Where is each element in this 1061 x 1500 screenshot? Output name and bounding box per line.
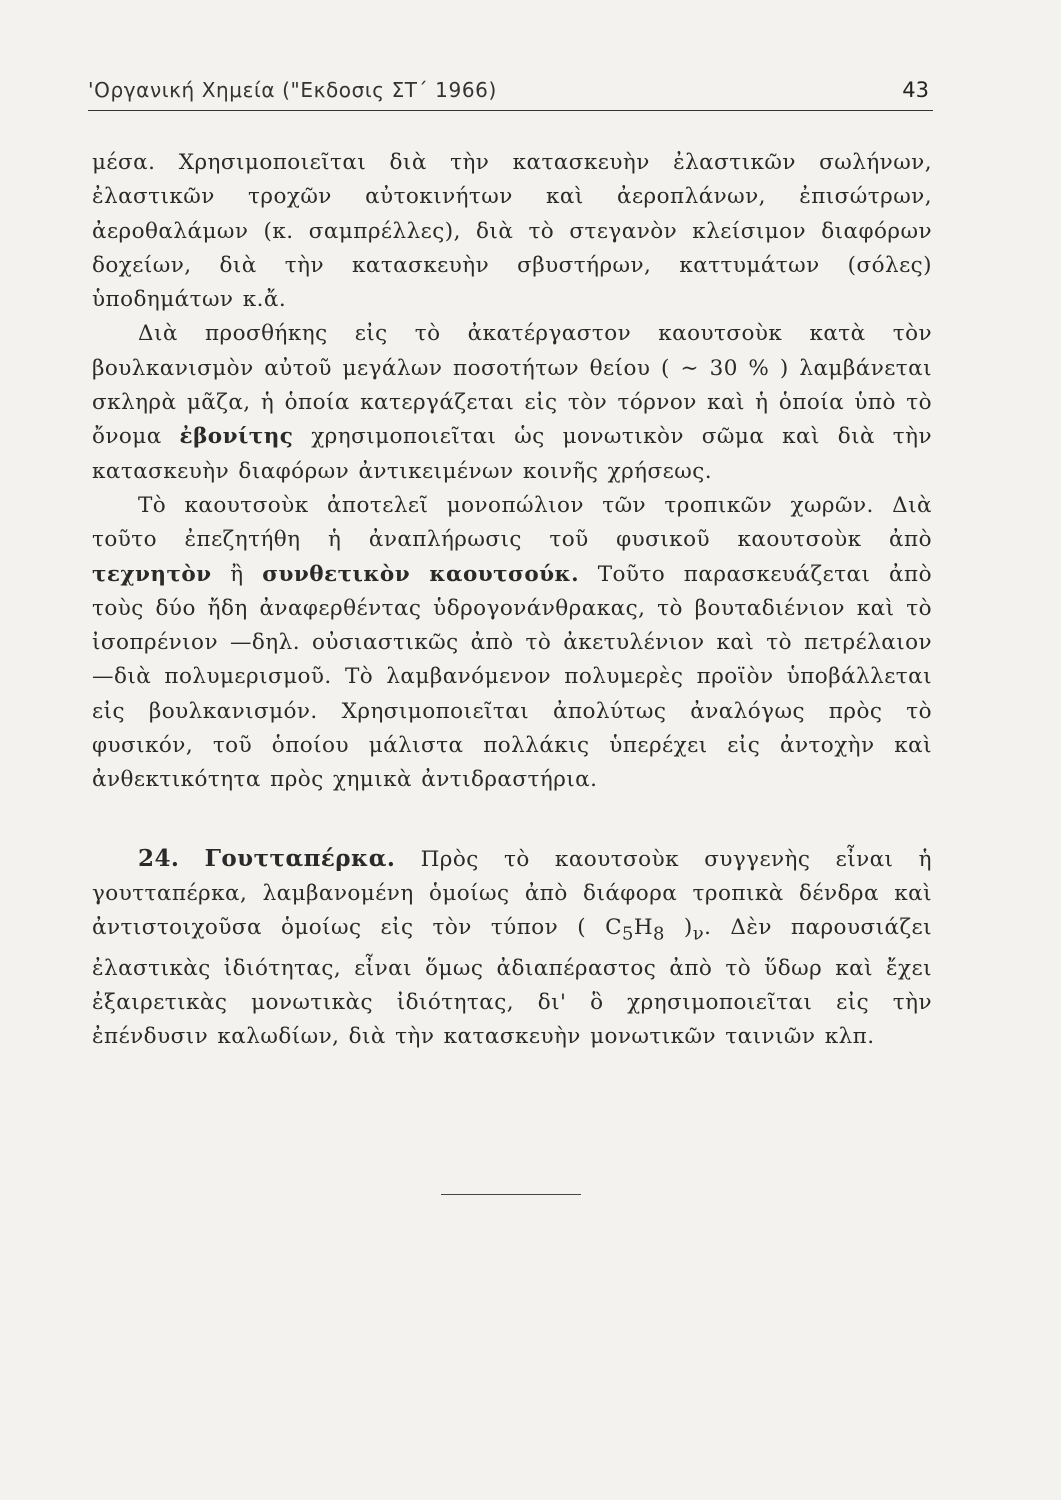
formula-close: ) — [664, 915, 693, 941]
paragraph-text: Τὸ καουτσοὺκ ἀποτελεῖ μονοπώλιον τῶν τροπικῶν χωρῶν. Διὰ τοῦτο ἐπεζητήθη ἡ ἀναπλήρωσις τοῦ φυσικοῦ καουτσοὺκ ἀπὸ — [92, 492, 932, 553]
term-ebonite: ἐβονίτης — [179, 424, 294, 450]
page-header — [88, 74, 933, 111]
running-title: 'Οργανική Χημεία ("Εκδοσις ΣΤ΄ 1966) — [88, 78, 497, 102]
formula-subscript-n: ν — [692, 923, 705, 945]
section-number: 24. — [138, 844, 180, 872]
formula-subscript-h: 8 — [653, 923, 665, 945]
page-number: 43 — [902, 78, 929, 102]
term-artificial: τεχνητὸν — [92, 561, 212, 587]
paragraph-ebonite — [92, 317, 932, 488]
formula-subscript-c: 5 — [621, 923, 634, 945]
paragraph-text: χρησιμοποιεῖται ὡς μονωτικὸν σῶμα καὶ διὰ τὴν κατασκευὴν διαφόρων ἀντικειμένων κοινῆς χρήσεως. — [92, 424, 932, 484]
section-24-gutta-percha — [92, 842, 932, 1055]
term-synthetic-rubber: συνθετικὸν καουτσούκ. — [262, 561, 580, 587]
section-title: Γουτταπέρκα. — [204, 844, 396, 872]
paragraph-text: . Δὲν παρουσιάζει ἐλαστικὰς ἰδιότητας, εἶναι ὅμως ἀδιαπέραστος ἀπὸ τὸ ὕδωρ καὶ ἔχει ἐξαιρετικὰς μονωτικὰς ἰδιότητας, δι' ὃ χρησιμοποιεῖται εἰς τὴν ἐπένδυσιν καλωδίων, διὰ τὴν κατασκευὴν μονωτικῶν ταινιῶν κλπ. — [92, 915, 933, 1050]
paragraph-text: Πρὸς τὸ καουτσοὺκ συγγενὴς εἶναι ἡ γουτταπέρκα, λαμβανομένη ὁμοίως ἀπὸ διάφορα τροπικὰ δένδρα καὶ ἀντιστοιχοῦσα ὁμοίως εἰς τὸν τύπον ( C — [92, 846, 932, 941]
body-text — [92, 146, 932, 1055]
paragraph-text: μέσα. Χρησιμοποιεῖται διὰ τὴν κατασκευὴν ἐλαστικῶν σωλήνων, ἐλαστικῶν τροχῶν αὐτοκινήτων καὶ ἀεροπλάνων, ἐπισώτρων, ἀεροθαλάμων (κ. σαμπρέλλες), διὰ τὸ στεγανὸν κλείσιμον διαφόρων δοχείων, διὰ τὴν κατασκευὴν σβυστήρων, καττυμάτων (σόλες) ὑποδημάτων κ.ἄ. — [92, 150, 932, 313]
section-end-rule — [441, 1194, 581, 1195]
formula-h: H — [633, 915, 654, 941]
paragraph-uses — [92, 146, 932, 317]
paragraph-text: ἢ — [211, 561, 263, 587]
paragraph-synthetic-rubber — [92, 489, 932, 798]
paragraph-text: Τοῦτο παρασκευάζεται ἀπὸ τοὺς δύο ἤδη ἀναφερθέντας ὑδρογονάνθρακας, τὸ βουταδιένιον καὶ τὸ ἰσοπρένιον —δηλ. οὐσιαστικῶς ἀπὸ τὸ ἀκετυλένιον καὶ τὸ πετρέλαιον—διὰ πολυμερισμοῦ. Τὸ λαμβανόμενον πολυμερὲς προϊὸν ὑποβάλλεται εἰς βουλκανισμόν. Χρησιμοποιεῖται ἀπολύτως ἀναλόγως πρὸς τὸ φυσικόν, τοῦ ὁποίου μάλιστα πολλάκις ὑπερέχει εἰς ἀντοχὴν καὶ ἀνθεκτικότητα πρὸς χημικὰ ἀντιδραστήρια. — [92, 561, 933, 793]
paragraph-text: Διὰ προσθήκης εἰς τὸ ἀκατέργαστον καουτσοὺκ κατὰ τὸν βουλκανισμὸν αὐτοῦ μεγάλων ποσοτήτων θείου ( ∼ 30 % ) λαμβάνεται σκληρὰ μᾶζα, ἡ ὁποία κατεργάζεται εἰς τὸν τόρνον καὶ ἡ ὁποία ὑπὸ τὸ ὄνομα — [92, 321, 932, 450]
